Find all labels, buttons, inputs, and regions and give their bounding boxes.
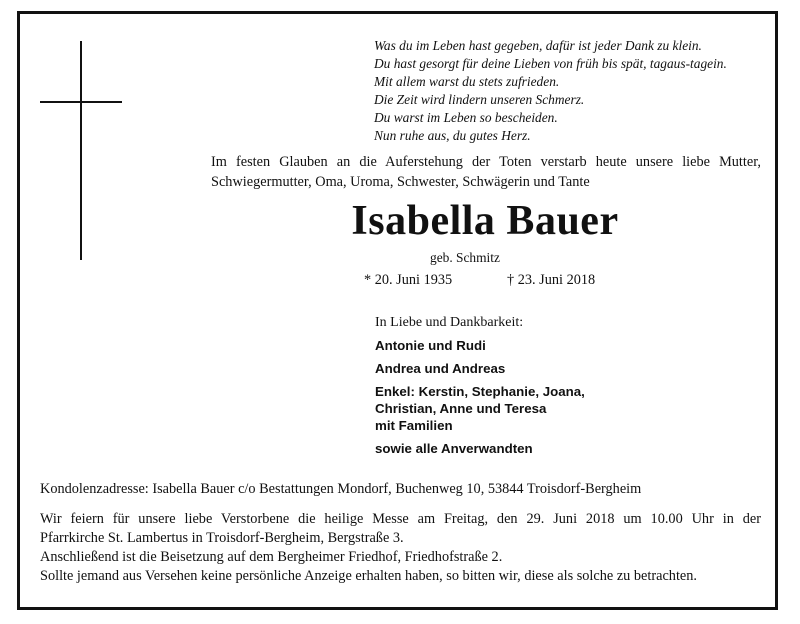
poem-line: Was du im Leben hast gegeben, dafür ist jeder Dank zu klein. bbox=[374, 38, 702, 53]
mourner-group bbox=[375, 383, 585, 434]
mass-line: Anschließend ist die Beisetzung auf dem Bergheimer Friedhof, Friedhofstraße 2. bbox=[40, 549, 503, 565]
mourner-group bbox=[375, 440, 585, 457]
mass-line: Wir feiern für unsere liebe Verstorbene die heilige Messe am Freitag, den 29. Juni 2018 um 10.00 Uhr in der bbox=[40, 511, 761, 527]
poem-line: Mit allem warst du stets zufrieden. bbox=[374, 74, 560, 89]
birth-date: * 20. Juni 1935 bbox=[364, 272, 453, 288]
poem bbox=[374, 37, 727, 145]
mass-line: Pfarrkirche St. Lambertus in Troisdorf-Bergheim, Bergstraße 3. bbox=[40, 530, 404, 546]
intro-line: Schwiegermutter, Oma, Uroma, Schwester, Schwägerin und Tante bbox=[211, 174, 590, 190]
death-date: † 23. Juni 2018 bbox=[507, 272, 596, 288]
poem-line: Die Zeit wird lindern unseren Schmerz. bbox=[374, 92, 585, 107]
mourner-line: mit Familien bbox=[375, 418, 453, 433]
deceased-name: Isabella Bauer bbox=[351, 198, 619, 244]
poem-line: Du warst im Leben so bescheiden. bbox=[374, 110, 558, 125]
mourner-line: Andrea und Andreas bbox=[375, 361, 506, 376]
mass-line: Sollte jemand aus Versehen keine persönliche Anzeige erhalten haben, so bitten wir, diese als solche zu betrachten. bbox=[40, 568, 697, 584]
mourner-line: Enkel: Kerstin, Stephanie, Joana, bbox=[375, 384, 585, 399]
mourner-group bbox=[375, 337, 585, 354]
mourners-lead: In Liebe und Dankbarkeit: bbox=[375, 315, 524, 330]
mourner-line: Antonie und Rudi bbox=[375, 338, 486, 353]
intro-text bbox=[211, 152, 761, 192]
mourners-list bbox=[375, 314, 585, 463]
intro-line: Im festen Glauben an die Auferstehung der Toten verstarb heute unsere liebe Mutter, bbox=[211, 154, 761, 170]
cross-horizontal-bar bbox=[40, 101, 122, 103]
poem-line: Nun ruhe aus, du gutes Herz. bbox=[374, 128, 531, 143]
mass-info bbox=[40, 510, 761, 586]
maiden-name: geb. Schmitz bbox=[430, 250, 500, 265]
life-dates bbox=[364, 272, 596, 289]
poem-line: Du hast gesorgt für deine Lieben von früh bis spät, tagaus-tagein. bbox=[374, 56, 727, 71]
mourner-group bbox=[375, 360, 585, 377]
condolence-address: Kondolenzadresse: Isabella Bauer c/o Bestattungen Mondorf, Buchenweg 10, 53844 Troisdorf-Bergheim bbox=[40, 481, 642, 497]
mourner-line: Christian, Anne und Teresa bbox=[375, 401, 547, 416]
mourner-line: sowie alle Anverwandten bbox=[375, 441, 533, 456]
